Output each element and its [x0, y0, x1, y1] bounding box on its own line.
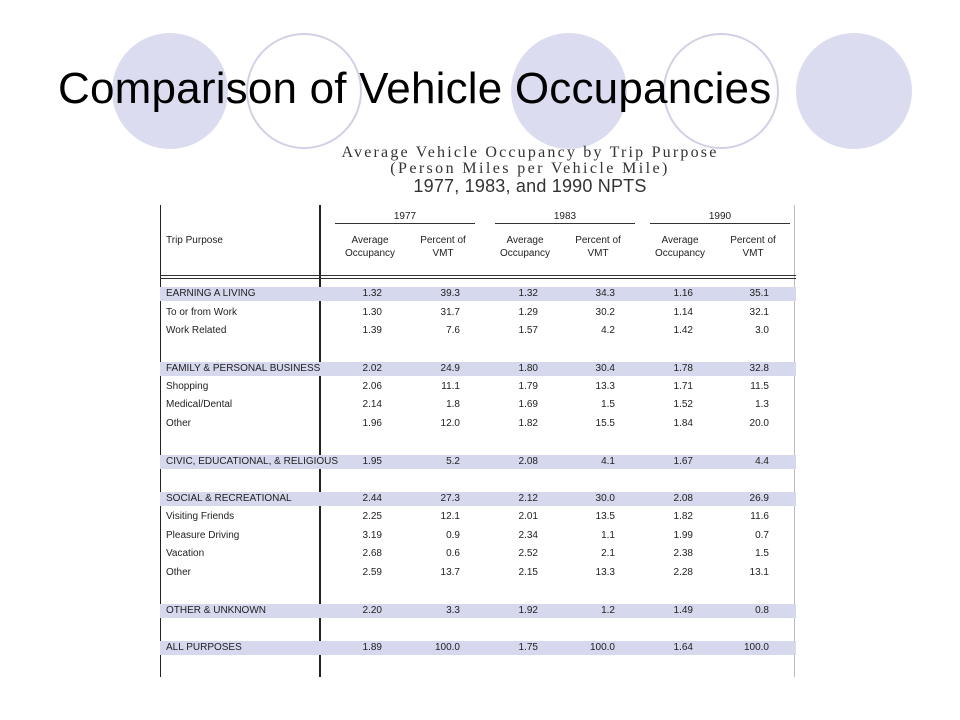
- table-cell: 1.30: [362, 307, 382, 318]
- row-label: FAMILY & PERSONAL BUSINESS: [166, 363, 321, 374]
- table-cell: 2.06: [362, 381, 382, 392]
- occupancy-table: [160, 205, 796, 677]
- table-cell: 11.5: [750, 381, 769, 392]
- table-cell: 31.7: [440, 307, 460, 318]
- table-cell: 1.67: [673, 456, 693, 467]
- table-cell: 13.3: [595, 381, 615, 392]
- table-cell: 1.8: [446, 399, 460, 410]
- table-cell: 2.44: [362, 493, 382, 504]
- table-cell: 26.9: [749, 493, 769, 504]
- table-cell: 1.52: [673, 399, 693, 410]
- table-cell: 1.95: [362, 456, 382, 467]
- figure-title-line1: Average Vehicle Occupancy by Trip Purpose: [341, 144, 719, 161]
- table-row: [160, 455, 796, 469]
- row-label: Work Related: [166, 325, 227, 336]
- table-cell: 2.1: [601, 548, 615, 559]
- table-cell: 2.52: [518, 548, 538, 559]
- table-cell: 15.5: [595, 418, 615, 429]
- table-cell: 2.15: [518, 567, 538, 578]
- table-cell: 1.39: [362, 325, 382, 336]
- header-rule: [160, 278, 796, 279]
- table-cell: 11.6: [750, 511, 769, 522]
- decorative-circle: [796, 33, 912, 149]
- table-cell: 2.20: [362, 605, 382, 616]
- table-row: [160, 306, 796, 320]
- year-header: 1990: [708, 211, 732, 222]
- row-label: Visiting Friends: [166, 511, 235, 522]
- row-label: Pleasure Driving: [166, 530, 240, 541]
- table-row: [160, 492, 796, 506]
- table-cell: 1.5: [601, 399, 615, 410]
- table-row: [160, 398, 796, 412]
- figure-title: [330, 145, 730, 195]
- table-cell: 1.57: [518, 325, 538, 336]
- row-label: To or from Work: [166, 307, 237, 318]
- table-cell: 0.6: [446, 548, 460, 559]
- table-row: [160, 641, 796, 655]
- table-cell: 2.38: [673, 548, 693, 559]
- table-cell: 1.71: [673, 381, 693, 392]
- table-cell: 4.4: [755, 456, 769, 467]
- table-row: [160, 510, 796, 524]
- table-cell: 32.8: [749, 363, 769, 374]
- table-cell: 1.84: [673, 418, 693, 429]
- table-cell: 1.96: [362, 418, 382, 429]
- table-cell: 5.2: [446, 456, 460, 467]
- table-cell: 1.82: [518, 418, 538, 429]
- table-cell: 3.0: [755, 325, 769, 336]
- table-cell: 2.12: [518, 493, 538, 504]
- table-cell: 2.59: [362, 567, 382, 578]
- table-cell: 1.32: [518, 288, 538, 299]
- table-row: [160, 547, 796, 561]
- row-label: Vacation: [166, 548, 205, 559]
- table-row: [160, 529, 796, 543]
- table-cell: 1.64: [673, 642, 693, 653]
- table-cell: 13.5: [595, 511, 615, 522]
- table-cell: 4.2: [601, 325, 615, 336]
- table-cell: 1.14: [673, 307, 693, 318]
- row-label: Other: [166, 567, 192, 578]
- row-label: Other: [166, 418, 192, 429]
- table-row: [160, 287, 796, 301]
- col-header-pct: Percent of VMT: [420, 235, 466, 259]
- table-cell: 2.08: [518, 456, 538, 467]
- col-header-avg: Average Occupancy: [654, 235, 706, 259]
- table-cell: 13.3: [595, 567, 615, 578]
- table-cell: 1.80: [518, 363, 538, 374]
- row-label: CIVIC, EDUCATIONAL, & RELIGIOUS: [166, 456, 339, 467]
- row-label: SOCIAL & RECREATIONAL: [166, 493, 292, 504]
- table-cell: 3.19: [362, 530, 382, 541]
- table-cell: 24.9: [440, 363, 460, 374]
- slide-title: Comparison of Vehicle Occupancies: [58, 64, 772, 113]
- table-cell: 2.14: [362, 399, 382, 410]
- table-cell: 1.5: [755, 548, 769, 559]
- figure-title-line2: (Person Miles per Vehicle Mile): [390, 160, 670, 177]
- table-cell: 27.3: [440, 493, 460, 504]
- table-cell: 3.3: [446, 605, 460, 616]
- table-cell: 2.25: [362, 511, 382, 522]
- year-rule: [335, 223, 475, 224]
- table-cell: 1.99: [673, 530, 693, 541]
- table-cell: 1.2: [601, 605, 615, 616]
- table-cell: 2.08: [673, 493, 693, 504]
- year-header: 1977: [393, 211, 417, 222]
- table-cell: 1.89: [362, 642, 382, 653]
- header-rule: [160, 275, 796, 276]
- table-cell: 100.0: [434, 642, 460, 653]
- table-row: [160, 362, 796, 376]
- table-cell: 4.1: [601, 456, 615, 467]
- col-header-pct: Percent of VMT: [575, 235, 621, 259]
- year-rule: [495, 223, 635, 224]
- table-row: [160, 324, 796, 338]
- col-header-avg: Average Occupancy: [499, 235, 551, 259]
- table-cell: 12.1: [440, 511, 460, 522]
- table-cell: 0.7: [755, 530, 769, 541]
- table-row: [160, 417, 796, 431]
- col-header-pct: Percent of VMT: [730, 235, 776, 259]
- table-cell: 2.01: [518, 511, 538, 522]
- table-cell: 11.1: [441, 381, 460, 392]
- table-cell: 0.8: [755, 605, 769, 616]
- year-header: 1983: [553, 211, 577, 222]
- table-cell: 7.6: [446, 325, 460, 336]
- table-cell: 100.0: [743, 642, 769, 653]
- table-cell: 2.34: [518, 530, 538, 541]
- row-label: ALL PURPOSES: [166, 642, 242, 653]
- table-cell: 100.0: [589, 642, 615, 653]
- table-cell: 1.75: [518, 642, 538, 653]
- table-cell: 30.4: [595, 363, 615, 374]
- table-cell: 39.3: [440, 288, 460, 299]
- table-cell: 34.3: [595, 288, 615, 299]
- table-cell: 1.29: [518, 307, 538, 318]
- table-cell: 32.1: [749, 307, 769, 318]
- table-cell: 1.49: [673, 605, 693, 616]
- table-cell: 30.0: [595, 493, 615, 504]
- row-label: OTHER & UNKNOWN: [166, 605, 266, 616]
- table-cell: 13.7: [440, 567, 460, 578]
- table-cell: 1.82: [673, 511, 693, 522]
- table-cell: 1.79: [518, 381, 538, 392]
- table-cell: 1.3: [755, 399, 769, 410]
- row-label: EARNING A LIVING: [166, 288, 256, 299]
- table-cell: 12.0: [440, 418, 460, 429]
- table-cell: 0.9: [446, 530, 460, 541]
- table-cell: 1.92: [518, 605, 538, 616]
- table-cell: 1.16: [673, 288, 693, 299]
- figure-title-line3: 1977, 1983, and 1990 NPTS: [413, 176, 647, 196]
- row-label: Medical/Dental: [166, 399, 233, 410]
- table-cell: 1.42: [673, 325, 693, 336]
- table-cell: 1.78: [673, 363, 693, 374]
- row-label: Shopping: [166, 381, 209, 392]
- table-cell: 2.02: [362, 363, 382, 374]
- table-cell: 20.0: [749, 418, 769, 429]
- table-cell: 1.32: [362, 288, 382, 299]
- table-row: [160, 380, 796, 394]
- table-row: [160, 604, 796, 618]
- table-cell: 2.68: [362, 548, 382, 559]
- trip-purpose-header: Trip Purpose: [166, 235, 223, 246]
- table-row: [160, 566, 796, 580]
- table-cell: 1.69: [518, 399, 538, 410]
- col-header-avg: Average Occupancy: [344, 235, 396, 259]
- year-rule: [650, 223, 790, 224]
- table-cell: 35.1: [749, 288, 769, 299]
- table-cell: 30.2: [595, 307, 615, 318]
- table-cell: 13.1: [749, 567, 769, 578]
- table-cell: 2.28: [673, 567, 693, 578]
- table-cell: 1.1: [601, 530, 615, 541]
